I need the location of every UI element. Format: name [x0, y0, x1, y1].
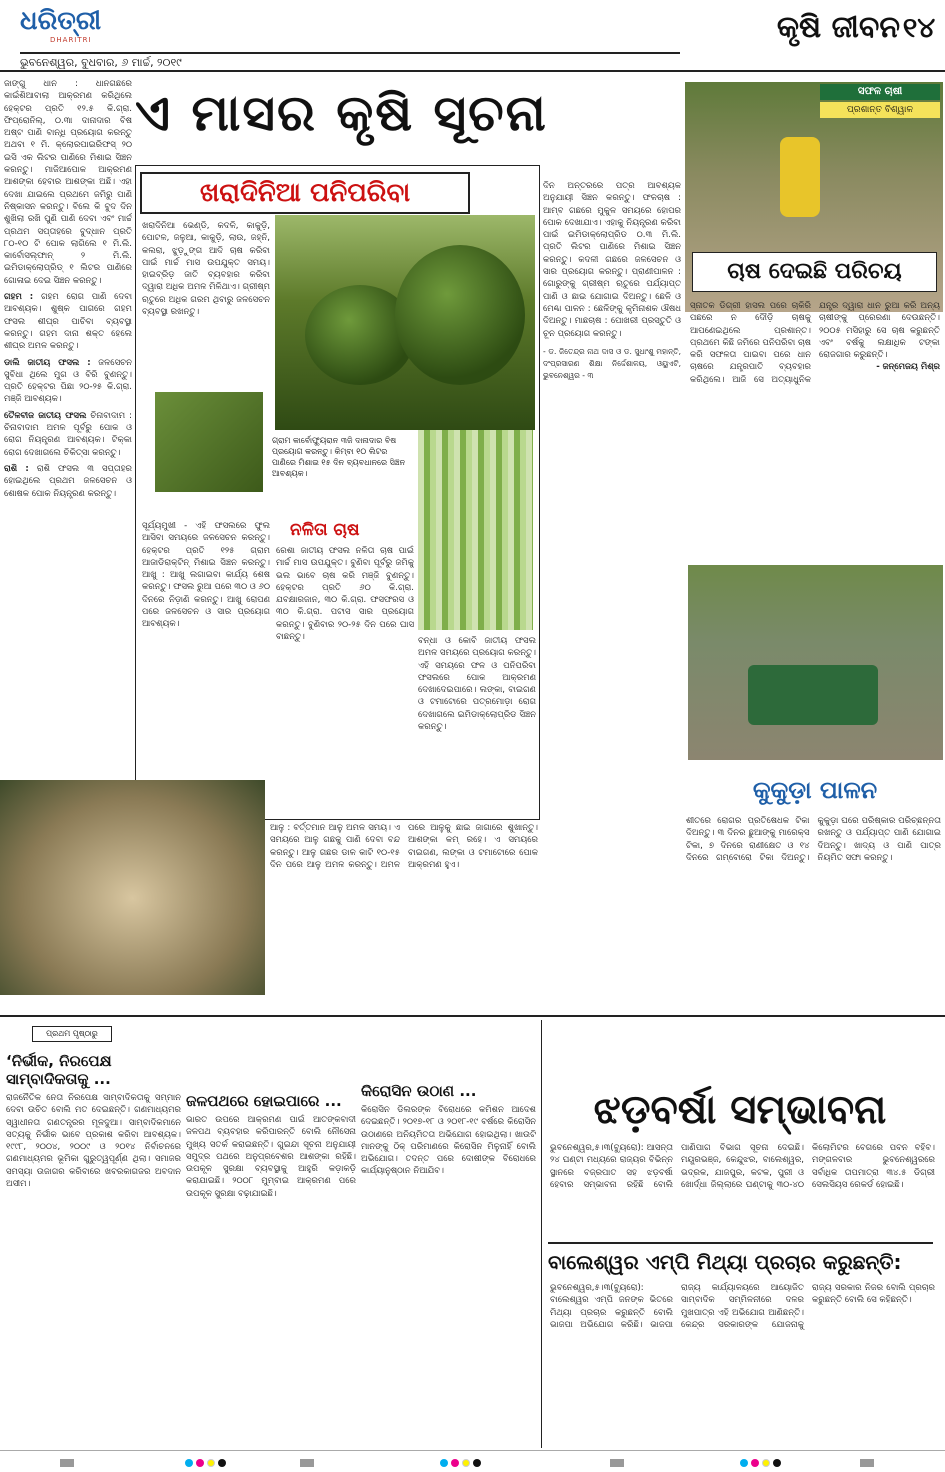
farmer-signoff: - ଜନ୍ମେଜୟ ମିଶ୍ର — [876, 362, 940, 373]
story-journalism-title: ‘ନିର୍ଭୀକ, ନିରପେକ୍ଷ ସାମ୍ବାଦିକତାକୁ ... — [6, 1052, 112, 1088]
section-title-wheat: ଗହମ : — [4, 292, 34, 303]
section-title: କୃଷି ଜୀବନ — [776, 10, 900, 45]
yellow-dot — [207, 1459, 215, 1467]
grey-mark — [60, 1459, 74, 1467]
jute-photo — [418, 430, 533, 630]
transplanter-photo — [688, 565, 943, 760]
bjp-headline: ବାଲେଶ୍ୱର ଏମ୍‌ପି ମିଥ୍ୟା ପ୍ରଚାର କରୁଛନ୍ତି: — [548, 1242, 933, 1278]
section-text-oilseed: ଚିନାବାଦାମ : ଚିନାବାଦାମ ଅମଳ ପୂର୍ବରୁ ପୋକ ଓ ରୋଗ ନିୟନ୍ତ୍ରଣ ଆବଶ୍ୟକ। ଟିକ୍କା ରୋଗ ଦେଖାଗଲେ ଚିକିତ୍ସା କରନ୍ତୁ। — [4, 410, 132, 458]
newspaper-logo — [20, 6, 150, 52]
black-dot — [773, 1459, 781, 1467]
success-farmer-tag — [820, 84, 940, 120]
black-dot — [218, 1459, 226, 1467]
farmer-headline: ଚାଷ ଦେଇଛି ପରିଚୟ — [692, 252, 937, 292]
pumpkin-right — [395, 245, 525, 385]
section-text-wheat: ଗହମ ରୋଗ ପାଣି ଦେବା ଆବଶ୍ୟକ। ଶୁଷ୍କ ପାଗରେ ଗହମ ଫସଲ ଶୀଘ୍ର ପାଚିବା ବ୍ୟବସ୍ଥା କରନ୍ତୁ। ଗହମ ଦାନା ଶକ୍ତ ହେଲେ ଶୀଘ୍ର ଅମଳ କରନ୍ତୁ। — [4, 292, 132, 352]
story-waterway-text: ଭାରତ ଉପରେ ଆକ୍ରମଣ ପାଇଁ ଆତଙ୍କବାଦୀ ଜଳପଥ ବ୍ୟବହାର କରିପାରନ୍ତି ବୋଲି ନୌସେନା ମୁଖ୍ୟ ସତର୍କ କରାଇଛନ୍ତି। ଗୁଇନ୍ଦା ସୂଚନା ଅନୁଯାୟୀ ସମୁଦ୍ର ପଥରେ ଅନୁପ୍ରବେଶର ଆଶଙ୍କା ରହିଛି। ଉପକୂଳ ସୁରକ୍ଷା ବ୍ୟବସ୍ଥାକୁ ଆହୁରି କଡ଼ାକଡ଼ି କରାଯାଇଛି। ୨୦୦୮ ମୁମ୍ବାଇ ଆକ୍ରମଣ ପରେ ଉପକୂଳ ସୁରକ୍ଷା ବଢ଼ାଯାଇଛି। — [186, 1115, 356, 1199]
grey-mark — [860, 1459, 874, 1467]
main-headline: ଏ ମାସର କୃଷି ସୂଚନା — [135, 84, 548, 142]
magenta-dot — [751, 1459, 759, 1467]
bitter-gourd-photo — [155, 392, 263, 492]
grey-mark — [300, 1459, 314, 1467]
vegetables-heading — [140, 172, 470, 214]
section-text-pulses: ଜଳସେଚନ ସୁବିଧା ଥିଲେ ମୁଗ ଓ ବିରି ବୁଣନ୍ତୁ। ପ୍ରତି ହେକ୍ଟର ପିଛା ୨୦-୨୫ କି.ଗ୍ରା. ମଞ୍ଜି ଆବଶ୍ୟକ। — [4, 357, 132, 405]
potato-article: ଆଳୁ : ବର୍ତ୍ତମାନ ଆଳୁ ଅମଳ ସମୟ। ଏ ସମୟରେ ଆଳୁ ଗଛକୁ ପାଣି ଦେବା ବନ୍ଦ କରନ୍ତୁ। ଆଳୁ ଗଛର ଡାଳ କାଟି ୧୦-୧୫ ଦିନ ପରେ ଆଳୁ ଅମଳ କରନ୍ତୁ। ଅମଳ ପରେ ଆଳୁକୁ ଛାଇ ଜାଗାରେ ଶୁଖାନ୍ତୁ। ଆଶଙ୍କା କମ୍ ରହେ। ଏ ସମୟରେ ବାଇଗଣ, ଲଙ୍କା ଓ ଟମାଟୋରେ ପୋକ ଆକ୍ରମଣ ହୁଏ। — [270, 823, 538, 870]
vegetables-col-b: ରେଶା ଜାତୀୟ ଫସଲ ନଳିତା ଚାଷ ପାଇଁ ମାର୍ଚ୍ଚ ମାସ ଉପଯୁକ୍ତ। ବୁଣିବା ପୂର୍ବରୁ ଜମିକୁ ଭଲ ଭାବେ ଚାଷ କରି ମଞ୍ଜି ବୁଣନ୍ତୁ। ହେକ୍ଟର ପ୍ରତି ୬୦ କି.ଗ୍ରା. ଯବକ୍ଷାରଜାନ, ୩୦ କି.ଗ୍ରା. ଫସଫରସ ଓ ୩୦ କି.ଗ୍ରା. ପଟାସ ସାର ପ୍ରୟୋଗ କରନ୍ତୁ। ବୁଣିବାର ୨୦-୨୫ ଦିନ ପରେ ଘାସ ବାଛନ୍ତୁ। — [276, 546, 414, 643]
bjp-article: ଭୁବନେଶ୍ୱର,୫।୩(ବ୍ୟୁରୋ): ବାଲେଶ୍ୱର ଏମ୍‌ପି ଜନଙ୍କ ଭିତରେ ମିଥ୍ୟା ପ୍ରଚାର କରୁଛନ୍ତି ବୋଲି ଭାଜପା ଅଭିଯୋଗ କରିଛି। ଭାଜପା ରାଜ୍ୟ କାର୍ଯ୍ୟାଳୟରେ ଆୟୋଜିତ ସାମ୍ବାଦିକ ସମ୍ମିଳନୀରେ ଦଳର ମୁଖପାତ୍ର ଏହି ଅଭିଯୋଗ ଆଣିଛନ୍ତି। କେନ୍ଦ୍ର ସରକାରଙ୍କ ଯୋଜନାକୁ ରାଜ୍ୟ ସରକାର ନିଜର ବୋଲି ପ୍ରଚାର କରୁଛନ୍ତି ବୋଲି ସେ କହିଛନ୍ତି। — [550, 1283, 935, 1330]
story-waterway-title: ଜଳପଥରେ ହୋଇପାରେ ... — [186, 1092, 342, 1110]
vegetables-col-c: ବନ୍ଧା ଓ କୋବି ଜାତୀୟ ଫସଲ ଅମଳ ସମୟରେ ପ୍ରୟୋଗ କରନ୍ତୁ। ଏହି ସମୟରେ ଫଳ ଓ ପନିପରିବା ଫସଲରେ ପୋକ ଆକ୍ରମଣ ଦେଖାଦେଇପାରେ। ଲଙ୍କା, ବାଇଗଣ ଓ ଟମାଟୋରେ ପତ୍ରମୋଡ଼ା ରୋଗ ଦେଖାଗଲେ ଇମିଡାକ୍ଲୋପ୍ରିଡ ସିଞ୍ଚନ କରନ୍ତୁ। — [418, 636, 536, 733]
vegetables-col-a: ସୂର୍ଯ୍ୟମୁଖୀ - ଏହି ଫସଲରେ ଫୁଲ ଆସିବା ସମୟରେ ଜଳସେଚନ କରନ୍ତୁ। ହେକ୍ଟର ପ୍ରତି ୧୨୫ ଗ୍ରାମ ଆଜାଡିରାକ୍ଟିନ୍ ମିଶାଇ ସିଞ୍ଚନ କରନ୍ତୁ। ଆଖୁ : ଆଖୁ ଲଗାଇବା କାର୍ଯ୍ୟ ଶେଷ କରନ୍ତୁ। ଫସଲ ରୁଆ ପରେ ୩୦ ଓ ୬୦ ଦିନରେ ନିଡ଼ାଣି କରନ୍ତୁ। ଆଖୁ ରୋପଣ ପରେ ଜଳସେଚନ ଓ ସାର ପ୍ରୟୋଗ ଆବଶ୍ୟକ। — [142, 521, 270, 630]
left-column-intro: ଜାଙ୍ଗୁ ଧାନ : ଧାନଗଛରେ କାଇଁଶିଆବାଲା ଆକ୍ରମଣ କରିଥିଲେ ହେକ୍ଟର ପ୍ରତି ୧୨.୫ କି.ଗ୍ରା. ଫିପ୍ରୋନିଲ୍, ୦.୩ା ଦାନାଦାର ବିଷ ଅଷ୍ଟ ପାଣି ବାନ୍ଧି ପ୍ରୟୋଗ କରନ୍ତୁ ଅଥବା ୧ ମି. କ୍ଲୋରପାଇରିଫସ୍ ୨୦ ଇସି ଏକ ଲିଟର ପାଣିରେ ମିଶାଇ ସିଞ୍ଚନ କରନ୍ତୁ। ମାଜିଆପୋକ ଆକ୍ରମଣ ଆଶଙ୍କା ହେବାର ଆଶଙ୍କା ଅଛି। ଏହା ଦେଖା ଯାଇଲେ ପ୍ରଥମେ ଜମିରୁ ପାଣି ନିଷ୍କାସନ କରନ୍ତୁ। ବିଲେ କି ବୁଦ ଦିନ ଶୁଖିଲା ରଖି ପୁଣି ପାଣି ଦେବା ଏବଂ ମାର୍ଚ୍ଚ ପ୍ରଥମ ସପ୍ତାହରେ ବୁଦ୍ଧାନ ପ୍ରତି ୮୦-୧୦ ଟି ପୋକ ଲାଗିଲେ ୧ ମି.ଲି. କାର୍ବୋସଲ୍ଫାନ୍ ୨ ମି.ଲି. ଇମିଡାକ୍ଲୋପ୍ରିଡ୍ ୧ ଲିଟର ପାଣିରେ ଗୋଳାଇ ଦେଇ ସିଞ୍ଚନ କରନ୍ତୁ। — [4, 79, 132, 286]
cyan-dot — [185, 1459, 193, 1467]
vegetables-intro: ଖରାଦିନିଆ ଭେଣ୍ଡି, କଦଳି, କାକୁଡ଼ି, ପୋଟଳ, ଜଳୁଆ, କାକୁଡ଼ି, ଲାଉ, ଜହ୍ନି, କଲରା, ଝୁଡ଼ୁଙ୍ଗ ଆଦି ଚାଷ କରିବା ପାଇଁ ମାର୍ଚ୍ଚ ମାସ ଉପଯୁକ୍ତ ସମୟ। ହାଇବ୍ରିଡ଼ ଜାତି ବ୍ୟବହାର କରିବା ଦ୍ୱାରା ଅଧିକ ଅମଳ ମିଳିଥାଏ। ଗ୍ରୀଷ୍ମ ଋତୁରେ ଅଧିକ ଗରମ ଥିବାରୁ ଜଳସେଚନ ବ୍ୟବସ୍ଥା ରଖନ୍ତୁ। — [142, 221, 270, 318]
right-info-text: ଦିନ ଅନ୍ତରରେ ପତ୍ର ଆବଶ୍ୟକ ଅନୁଯାୟୀ ସିଞ୍ଚନ କରନ୍ତୁ। ଫଳଚାଷ : ଆମ୍ବ ଗଛରେ ମୁକୁଳ ସମୟରେ ହୋପର ପୋକ ଦେଖାଯାଏ। ଏହାକୁ ନିୟନ୍ତ୍ରଣ କରିବା ପାଇଁ ଇମିଡାକ୍ଲୋପ୍ରିଡ ୦.୩ ମି.ଲି. ପ୍ରତି ଲିଟର ପାଣିରେ ମିଶାଇ ସିଞ୍ଚନ କରନ୍ତୁ। କଦଳୀ ଗଛରେ ଜଳସେଚନ ଓ ସାର ପ୍ରୟୋଗ କରନ୍ତୁ। ପ୍ରାଣୀପାଳନ : ଗୋରୁଙ୍କୁ ଗ୍ରୀଷ୍ମ ଋତୁରେ ପର୍ଯ୍ୟାପ୍ତ ପାଣି ଓ ଛାଇ ଯୋଗାଇ ଦିଅନ୍ତୁ। ଛେଳି ଓ ମେଣ୍ଢା ପାଳନ : ଛେଳିଙ୍କୁ କୃମିନାଶକ ଔଷଧ ଦିଅନ୍ତୁ। ମାଛଚାଷ : ପୋଖରୀ ପ୍ରସ୍ତୁତି ଓ ଚୂନ ପ୍ରୟୋଗ କରନ୍ତୁ। — [543, 181, 681, 339]
jute-heading: ନଳିତା ଚାଷ — [290, 520, 360, 540]
story-kerosene — [361, 1052, 536, 1447]
poultry-article: ଶୀତରେ ରୋଗର ପ୍ରତିଷେଧକ ଟିକା ଦିଅନ୍ତୁ। ୩ ଦିନର ଛୁଆଙ୍କୁ ମାରେକ୍ସ ଟିକା, ୭ ଦିନରେ ରାଣୀକ୍ଷେତ ଓ ୧୪ ଦିନରେ ଗମ୍ବୋରୋ ଟିକା ଦିଅନ୍ତୁ। କୁକୁଡ଼ା ଘରେ ପରିଷ୍କାର ପରିଚ୍ଛନ୍ନତା ରଖନ୍ତୁ ଓ ପର୍ଯ୍ୟାପ୍ତ ପାଣି ଯୋଗାଇ ଦିଅନ୍ତୁ। ଖାଦ୍ୟ ଓ ପାଣି ପାତ୍ର ନିୟମିତ ସଫା କରନ୍ତୁ। — [686, 816, 941, 863]
dateline: ଭୁବନେଶ୍ୱର, ବୁଧବାର, ୬ ମାର୍ଚ୍ଚ, ୨୦୧୯ — [20, 52, 680, 70]
story-journalism — [6, 1052, 181, 1447]
storm-headline: ଝଡ଼ବର୍ଷା ସମ୍ଭାବନା — [593, 1087, 887, 1133]
success-farmer-label: ସଫଳ ଚାଷୀ — [820, 84, 940, 100]
story-journalism-text: ରାଜନୈତିକ ନେତା ନିରପେକ୍ଷ ସାମ୍ବାଦିକତାକୁ ସମ୍ମାନ ଦେବା ଉଚିତ ବୋଲି ମତ ଦେଇଛନ୍ତି। ଗଣମାଧ୍ୟମର ସ୍ୱାଧୀନତା ଗଣତନ୍ତ୍ରର ମୂଳଦୁଆ। ସାମ୍ବାଦିକମାନେ ସତ୍ୟକୁ ନିର୍ଭୀକ ଭାବେ ପ୍ରକାଶ କରିବା ଆବଶ୍ୟକ। ୧୯୯୮, ୨୦୦୪, ୨୦୦୯ ଓ ୨୦୧୪ ନିର୍ବାଚନରେ ଗଣମାଧ୍ୟମର ଭୂମିକା ଗୁରୁତ୍ୱପୂର୍ଣ୍ଣ ଥିଲା। ସମାଜର ସମସ୍ୟା ଉଜାଗର କରିବାରେ ଖବରକାଗଜର ଅବଦାନ ଅସୀମ। — [6, 1093, 181, 1190]
author-signoff: - ଡ. ଜିତେନ୍ଦ୍ର ନାଥ ଦାସ ଓ ଡ. ସୁଧାଂଶୁ ମହାନ୍ତି, ଦଂପ୍ରସାରଣ ଶିକ୍ଷା ନିର୍ଦ୍ଦେଶାଳୟ, ଓୟୁଏଟି, ଭୁବନେଶ୍ୱର - ୩ — [543, 346, 681, 381]
magenta-dot — [451, 1459, 459, 1467]
pumpkin-photo — [275, 215, 535, 430]
story-kerosene-title: କିରୋସିନ ଉଠାଣ ... — [361, 1082, 477, 1100]
farmer-article — [690, 300, 940, 560]
section-title-ragi: ରାଶି : — [4, 463, 29, 474]
yellow-dot — [462, 1459, 470, 1467]
section-divider — [0, 1015, 945, 1017]
section-title-pulses: ଡାଲି ଜାତୀୟ ଫସଲ : — [4, 357, 91, 368]
grey-mark — [610, 1459, 624, 1467]
transplanter-machine — [748, 665, 878, 725]
print-registration-strip — [0, 1450, 945, 1472]
column-rule — [541, 1020, 542, 1448]
section-text-ragi: ରାଶି ଫସଲ ୩ ସପ୍ତାହର ହୋଇଥିଲେ ପ୍ରଥମ ଜଳସେଚନ ଓ ଶୋଷକ ପୋକ ନିୟନ୍ତ୍ରଣ କରନ୍ତୁ। — [4, 463, 132, 499]
page-number: ୧୪ — [902, 11, 936, 44]
farmer-article-text: ସ୍ନାତକ ଡିଗ୍ରୀ ହାସଲ ପରେ ଚାକିରି ପଛରେ ନ ଦୌଡ଼ି ଚାଷକୁ ଆପଣେଇଥିଲେ ପ୍ରଶାନ୍ତ। ପ୍ରଥମେ କିଛି ଜମିରେ ପନିପରିବା ଚାଷ କରି ସଫଳତା ପାଇବା ପରେ ଧାନ ଚାଷରେ ଯନ୍ତ୍ରପାତି ବ୍ୟବହାର କରିଥିଲେ। ଆଜି ସେ ଅତ୍ୟାଧୁନିକ ଯନ୍ତ୍ର ଦ୍ୱାରା ଧାନ ରୁଆ କରି ଅନ୍ୟ ଚାଷୀଙ୍କୁ ପ୍ରେରଣା ଦେଉଛନ୍ତି। ୨୦୦୫ ମସିହାରୁ ସେ ଚାଷ କରୁଛନ୍ତି ଏବଂ ବର୍ଷକୁ ଲକ୍ଷାଧିକ ଟଙ୍କା ରୋଜଗାର କରୁଛନ୍ତି। — [690, 301, 940, 385]
peanut-photo — [0, 780, 265, 995]
farmer-name: ପ୍ରଶାନ୍ତ ବିଶ୍ୱାଳ — [820, 102, 940, 118]
story-waterway — [186, 1052, 356, 1447]
pumpkin-caption: ଗ୍ରାମ କାର୍ବୋଫ୍ୟୁରାନ ୩ଜି ଦାନାଦାର ବିଷ ପ୍ରୟୋଗ କରନ୍ତୁ। କିମ୍ବା ୧୦ ଲିଟର ପାଣିରେ ମିଶାଇ ୧୫ ଦିନ ବ୍ୟବଧାନରେ ସିଞ୍ଚନ ଆବଶ୍ୟକ। — [272, 436, 406, 478]
section-title-oilseed: ତୈଳବୀଜ ଜାତୀୟ ଫସଲ — [4, 410, 87, 421]
front-page-continuation-label: ପ୍ରଥମ ପୃଷ୍ଠାରୁ — [32, 1026, 112, 1042]
yellow-dot — [762, 1459, 770, 1467]
poultry-heading: କୁକୁଡ଼ା ପାଳନ — [752, 776, 878, 804]
vegetables-heading-text: ଖରାଦିନିଆ ପନିପରିବା — [199, 178, 411, 208]
cyan-dot — [740, 1459, 748, 1467]
logo-subtext: DHARITRI — [50, 36, 92, 44]
farmer-figure — [780, 137, 820, 217]
story-kerosene-text: କିରୋସିନ ଡିଲରଙ୍କ ବିରୋଧରେ କମିଶନ ଆଦେଶ ଦେଇଛନ୍ତି। ୨୦୧୭-୧୮ ଓ ୨୦୧୮-୧୯ ବର୍ଷରେ କିରୋସିନ ଉଠାଣରେ ଅନିୟମିତତା ଅଭିଯୋଗ ହୋଇଥିଲା। ଖାଉଟି ମାନଙ୍କୁ ଠିକ୍ ପରିମାଣରେ କିରୋସିନ ମିଳୁନାହିଁ ବୋଲି ଅଭିଯୋଗ। ତଦନ୍ତ ପରେ ଦୋଷୀଙ୍କ ବିରୋଧରେ କାର୍ଯ୍ୟାନୁଷ୍ଠାନ ନିଆଯିବ। — [361, 1105, 536, 1177]
left-column — [4, 78, 132, 778]
masthead-rule — [0, 70, 945, 72]
black-dot — [473, 1459, 481, 1467]
magenta-dot — [196, 1459, 204, 1467]
storm-article: ଭୁବନେଶ୍ୱର,୫।୩(ବ୍ୟୁରୋ): ଆସନ୍ତା ୨୪ ଘଣ୍ଟା ମଧ୍ୟରେ ରାଜ୍ୟର ବିଭିନ୍ନ ସ୍ଥାନରେ ବଜ୍ରପାତ ସହ ଝଡ଼ବର୍ଷା ହେବାର ସମ୍ଭାବନା ରହିଛି ବୋଲି ପାଣିପାଗ ବିଭାଗ ସୂଚନା ଦେଇଛି। ମୟୂରଭଞ୍ଜ, କେନ୍ଦୁଝର, ବାଲେଶ୍ୱର, ଭଦ୍ରକ, ଯାଜପୁର, କଟକ, ପୁରୀ ଓ ଖୋର୍ଦ୍ଧା ଜିଲ୍ଲାରେ ଘଣ୍ଟାକୁ ୩୦-୪୦ କିଲୋମିଟର ବେଗରେ ପବନ ବହିବ। ମଙ୍ଗଳବାର ଭୁବନେଶ୍ୱରରେ ସର୍ବାଧିକ ତାପମାତ୍ରା ୩୪.୫ ଡିଗ୍ରୀ ସେଲସିୟସ ରେକର୍ଡ ହୋଇଛି। — [550, 1143, 935, 1190]
logo-text: ଧରିତ୍ରୀ — [20, 6, 102, 36]
right-info-column — [543, 180, 681, 1010]
cyan-dot — [440, 1459, 448, 1467]
